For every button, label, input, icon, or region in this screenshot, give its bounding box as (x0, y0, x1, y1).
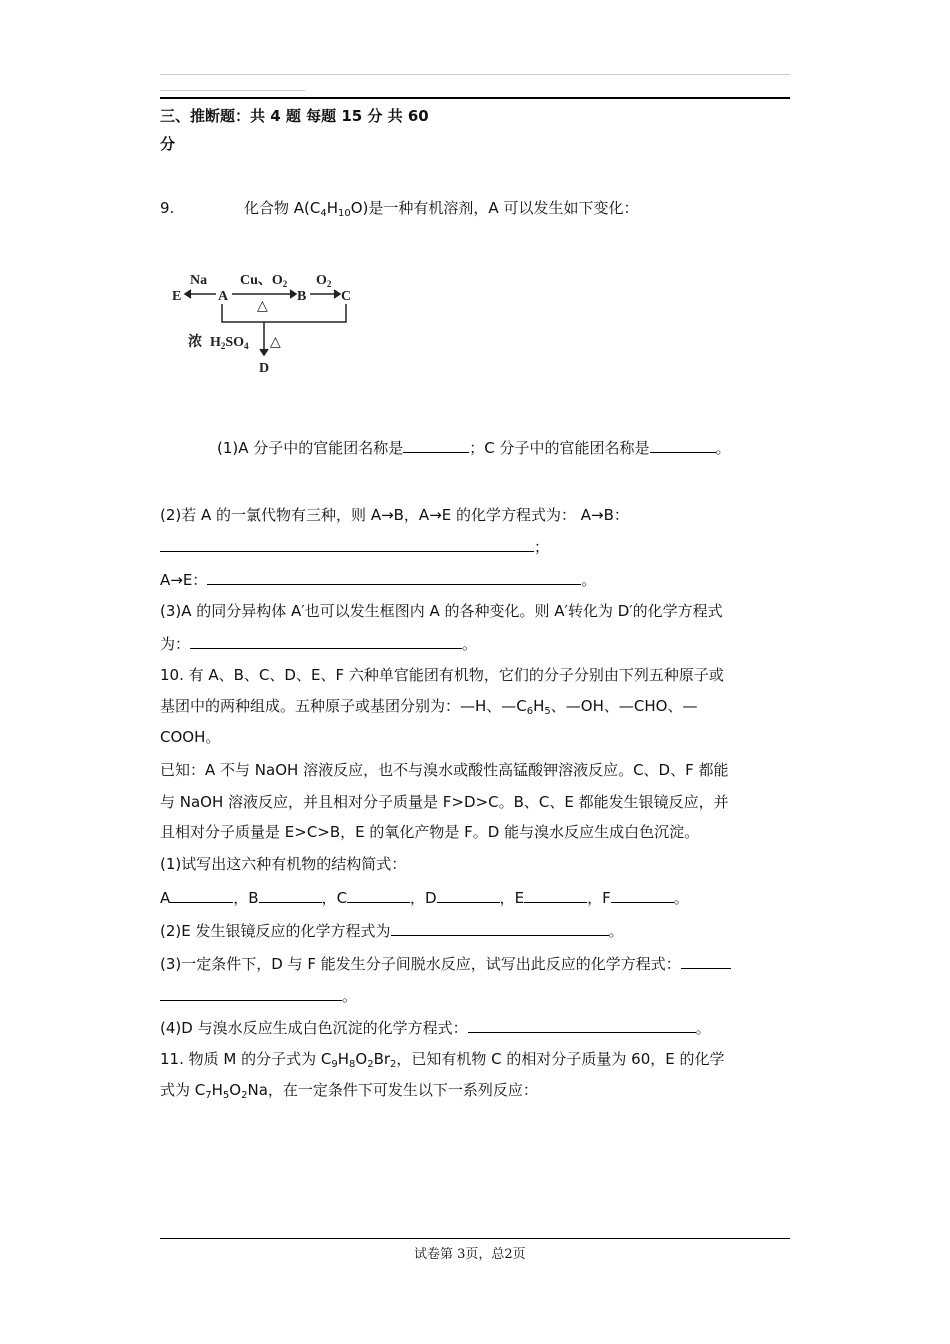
q10-part1: (1)试写出这六种有机物的结构简式： (160, 855, 407, 873)
reaction-scheme-diagram (160, 262, 380, 382)
q10-known-line1: 已知：A 不与 NaOH 溶液反应，也不与溴水或酸性高锰酸钾溶液反应。C、D、F 都能 (160, 761, 729, 779)
header-rule-top (160, 74, 790, 75)
q11-stem-line2: 式为 $C_7H_5O_2Na$，在一定条件下可发生以下一系列反应： (160, 1081, 538, 1101)
q11-stem-line1: 11. 物质 M 的分子式为 $C_9H_8O_2Br_2$，已知有机物 C 的相对分子质量为 60，E 的化学 (160, 1050, 725, 1070)
diagram-label-h2so4: $H_2SO_4$ (210, 335, 249, 351)
answer-blank[interactable] (207, 569, 581, 585)
answer-blank[interactable] (160, 536, 534, 552)
q10-part3-cont: 。 (160, 985, 357, 1006)
q10-stem-line2: 基团中的两种组成。五种原子或基团分别为：—H、$—C_6H_5$、—OH、—CHO、— (160, 697, 698, 717)
q10-part1-answers: A ，B ，C ，D ，E ，F 。 (160, 889, 689, 907)
diagram-label-b: B (297, 289, 307, 304)
diagram-label-d: D (259, 361, 270, 376)
bracket-a-to-c (222, 304, 346, 322)
answer-blank[interactable] (681, 953, 731, 969)
page-footer: 试卷第 3页，总2页 (414, 1247, 526, 1262)
diagram-label-a: A (218, 289, 229, 304)
q9-part2-ae-line: A→E： 。 (160, 571, 597, 589)
footer-rule (160, 1238, 790, 1239)
header-rule-thick (160, 97, 790, 99)
diagram-label-cu-o2: Cu、$O_2$ (240, 273, 288, 289)
q9-part2: (2)若 A 的一氯代物有三种，则 A→B，A→E 的化学方程式为： A→B： (160, 506, 629, 524)
answer-blank[interactable] (160, 985, 342, 1001)
answer-blank[interactable] (259, 887, 322, 903)
diagram-label-e: E (172, 289, 182, 304)
q9-part3-answer-line: 为： 。 (160, 635, 478, 653)
diagram-label-o2-top: $O_2$ (316, 273, 332, 289)
q10-known-line3: 且相对分子质量是 E>C>B，E 的氧化产物是 F。D 能与溴水反应生成白色沉淀。 (160, 823, 700, 841)
section-heading-line1: 三、推断题：共 4 题 每题 15 分 共 60 (160, 107, 429, 125)
answer-blank[interactable] (611, 887, 674, 903)
q10-known-line2: 与 NaOH 溶液反应，并且相对分子质量是 F>D>C。B、C、E 都能发生银镜反应，并 (160, 793, 729, 811)
answer-blank[interactable] (468, 1017, 696, 1033)
answer-blank[interactable] (650, 437, 716, 453)
answer-blank[interactable] (391, 920, 609, 936)
answer-blank[interactable] (170, 887, 233, 903)
q10-part3: (3)一定条件下，D 与 F 能发生分子间脱水反应，试写出此反应的化学方程式： (160, 953, 731, 974)
answer-blank[interactable] (403, 437, 469, 453)
answer-blank[interactable] (347, 887, 410, 903)
diagram-label-conc: 浓 (188, 335, 202, 350)
answer-blank[interactable] (190, 633, 462, 649)
answer-blank[interactable] (524, 887, 587, 903)
header-rule-short (160, 90, 305, 91)
q9-number: 9. (160, 199, 175, 217)
heat-icon-lower: △ (270, 335, 281, 350)
diagram-label-na: Na (190, 273, 208, 288)
q9-stem: 化合物 $A(C_4H_{10}O)$是一种有机溶剂，A 可以发生如下变化： (244, 199, 639, 219)
q10-part2: (2)E 发生银镜反应的化学方程式为 。 (160, 922, 624, 940)
q9-part3: (3)A 的同分异构体 A′也可以发生框图内 A 的各种变化。则 A′转化为 D′的化学方程式 (160, 602, 723, 620)
q10-part4: (4)D 与溴水反应生成白色沉淀的化学方程式： 。 (160, 1019, 711, 1037)
q10-stem-line3: COOH。 (160, 728, 221, 746)
q9-part1: (1)A 分子中的官能团名称是 ；C 分子中的官能团名称是 。 (217, 439, 731, 457)
q10-stem-line1: 10. 有 A、B、C、D、E、F 六种单官能团有机物，它们的分子分别由下列五种原子或 (160, 666, 724, 684)
q9-part2-ab-line: ； (160, 536, 549, 557)
section-heading-line2: 分 (160, 135, 176, 153)
diagram-label-c: C (341, 289, 352, 304)
heat-icon: △ (257, 299, 268, 314)
answer-blank[interactable] (437, 887, 500, 903)
